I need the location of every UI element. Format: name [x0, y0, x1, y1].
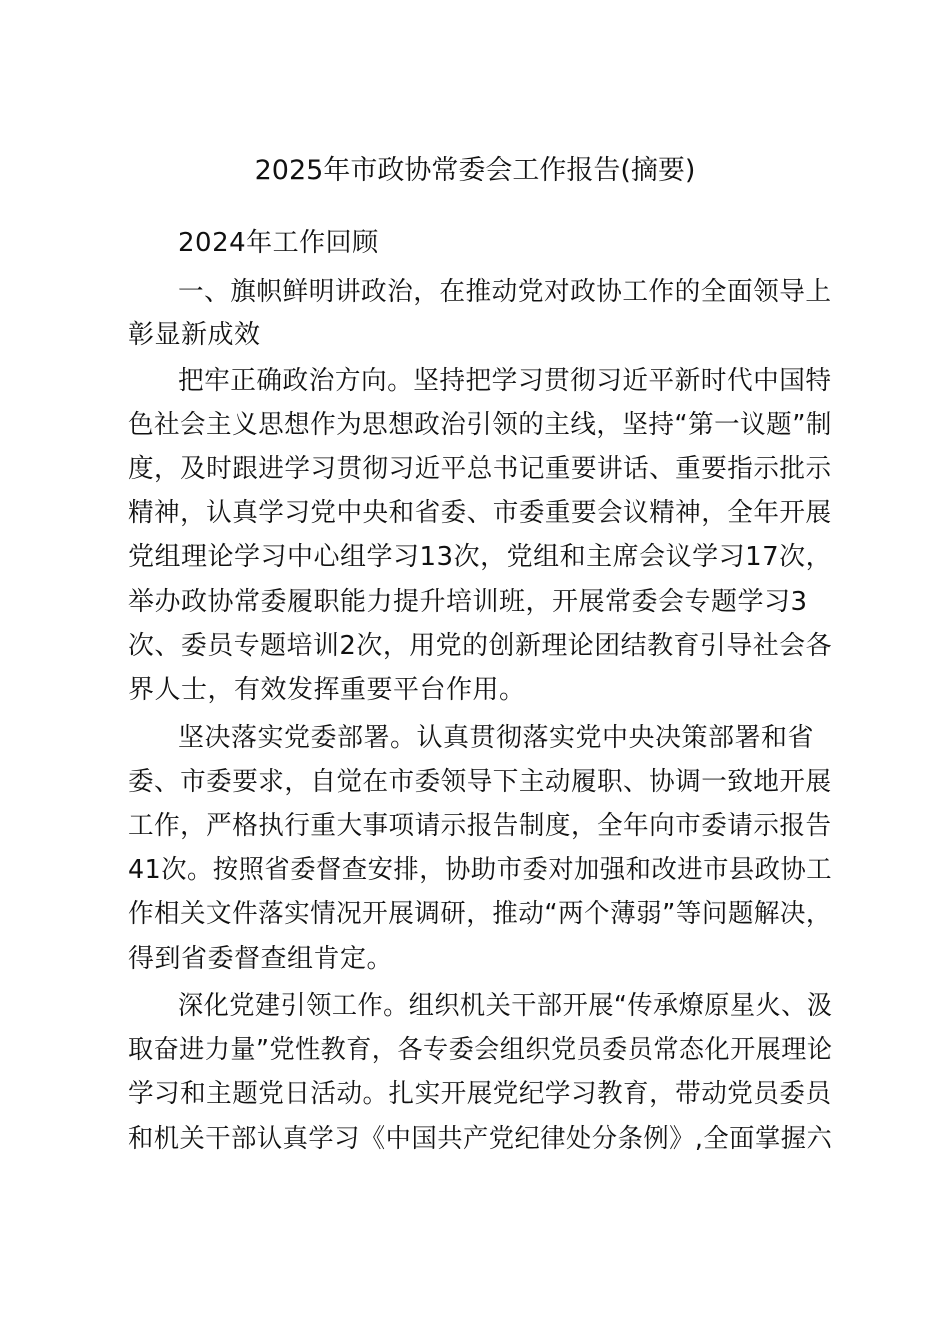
paragraph-2-line: 坚决落实党委部署。认真贯彻落实党中央决策部署和省 [178, 723, 815, 753]
paragraph-2-line: 得到省委督查组肯定。 [128, 944, 394, 974]
paragraph-1-line: 界人士，有效发挥重要平台作用。 [128, 675, 526, 705]
paragraph-3-line: 和机关干部认真学习《中国共产党纪律处分条例》,全面掌握六 [128, 1124, 833, 1154]
paragraph-1-line: 色社会主义思想作为思想政治引领的主线，坚持“第一议题”制 [128, 410, 832, 440]
paragraph-1-line: 把牢正确政治方向。坚持把学习贯彻习近平新时代中国特 [178, 366, 832, 396]
paragraph-2-line: 41次。按照省委督查安排，协助市委对加强和改进市县政协工 [128, 855, 833, 885]
paragraph-2-line: 作相关文件落实情况开展调研，推动“两个薄弱”等问题解决， [128, 899, 832, 929]
section-heading-1: 一、旗帜鲜明讲政治，在推动党对政协工作的全面领导上 [178, 277, 832, 307]
section-heading-1-cont: 彰显新成效 [128, 320, 261, 350]
paragraph-1-line: 精神，认真学习党中央和省委、市委重要会议精神，全年开展 [128, 498, 832, 528]
paragraph-3-line: 深化党建引领工作。组织机关干部开展“传承燎原星火、汲 [178, 991, 833, 1021]
document-title: 2025年市政协常委会工作报告(摘要) [254, 155, 696, 186]
paragraph-1-line: 次、委员专题培训2次，用党的创新理论团结教育引导社会各 [128, 631, 833, 661]
paragraph-1-line: 举办政协常委履职能力提升培训班，开展常委会专题学习3 [128, 587, 808, 617]
paragraph-3-line: 取奋进力量”党性教育，各专委会组织党员委员常态化开展理论 [128, 1035, 833, 1065]
paragraph-2-line: 委、市委要求，自觉在市委领导下主动履职、协调一致地开展 [128, 767, 832, 797]
section-heading-2024-review: 2024年工作回顾 [178, 228, 379, 258]
paragraph-2-line: 工作，严格执行重大事项请示报告制度，全年向市委请示报告 [128, 811, 832, 841]
paragraph-1-line: 党组理论学习中心组学习13次，党组和主席会议学习17次， [128, 542, 833, 572]
paragraph-3-line: 学习和主题党日活动。扎实开展党纪学习教育，带动党员委员 [128, 1079, 832, 1109]
paragraph-1-line: 度，及时跟进学习贯彻习近平总书记重要讲话、重要指示批示 [128, 454, 832, 484]
